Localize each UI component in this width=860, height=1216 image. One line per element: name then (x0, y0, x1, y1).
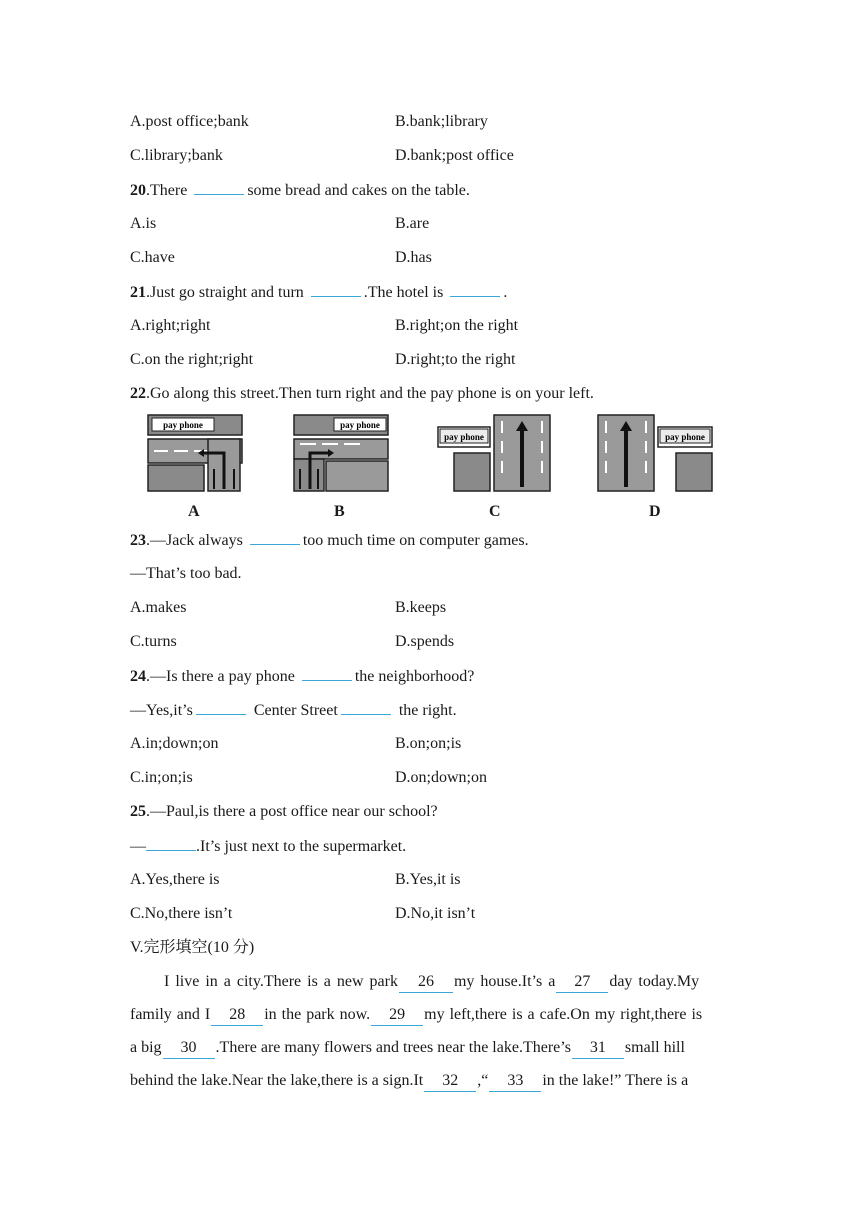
q20-row-ab (130, 214, 430, 234)
q19-option-c: C.library;bank (130, 147, 223, 164)
q21-row-cd (130, 350, 516, 370)
q25-option-a: A.Yes,there is (130, 871, 220, 888)
q21-text-mid: .The hotel is (363, 284, 444, 301)
pay-phone-sign-b: pay phone (340, 420, 380, 430)
cloze-line-1 (130, 972, 730, 993)
q23-stem (130, 530, 529, 551)
q20-blank[interactable] (194, 180, 244, 195)
q24-reply-pre: —Yes,it’s (130, 702, 193, 719)
q20-option-b: B.are (395, 215, 430, 232)
cloze-text: I live in a city.There is a new park (164, 973, 398, 990)
q24-option-c: C.in;on;is (130, 769, 193, 786)
q23-row-ab (130, 598, 447, 618)
q21-blank-1[interactable] (311, 282, 361, 297)
cloze-text: behind the lake.Near the lake,there is a sign.It (130, 1072, 424, 1089)
q21-blank-2[interactable] (450, 282, 500, 297)
q21-number: 21 (130, 284, 146, 301)
cloze-text: day today.My (609, 973, 700, 990)
q24-row-ab (130, 734, 462, 754)
cloze-line-3 (130, 1038, 730, 1059)
q23-text-pre: .—Jack always (146, 532, 243, 549)
map-label-b: B (334, 503, 345, 520)
q19-option-a: A.post office;bank (130, 113, 249, 130)
q23-text-post: too much time on computer games. (302, 532, 529, 549)
q24-option-b: B.on;on;is (395, 735, 462, 752)
q24-row-cd (130, 768, 487, 788)
q23-option-c: C.turns (130, 633, 177, 650)
q21-option-b: B.right;on the right (395, 317, 519, 334)
cloze-text: ,“ (477, 1072, 489, 1089)
q22-stem (130, 384, 594, 404)
q25-blank[interactable] (146, 836, 196, 851)
cloze-blank-29[interactable]: 29 (371, 1005, 423, 1026)
map-option-a[interactable] (146, 413, 244, 493)
q23-reply: —That’s too bad. (130, 565, 242, 582)
q20-option-c: C.have (130, 249, 175, 266)
cloze-blank-27[interactable]: 27 (556, 972, 608, 993)
q19-option-d: D.bank;post office (395, 147, 514, 164)
q24-blank-2[interactable] (196, 700, 246, 715)
q25-row-ab (130, 870, 461, 890)
q24-reply-mid: Center Street (253, 702, 338, 719)
q21-text-pre: .Just go straight and turn (146, 284, 304, 301)
cloze-text: in the lake!” There is a (542, 1072, 689, 1089)
cloze-text: small hill (624, 1039, 685, 1056)
q22-text: .Go along this street.Then turn right and the pay phone is on your left. (146, 385, 594, 402)
cloze-blank-26[interactable]: 26 (399, 972, 453, 993)
q24-stem (130, 666, 474, 687)
q24-text-post: the neighborhood? (354, 668, 475, 685)
map-option-c[interactable] (436, 413, 552, 493)
q25-option-c: C.No,there isn’t (130, 905, 233, 922)
q20-text-pre: .There (146, 182, 188, 199)
section-title: V.完形填空(10 分) (130, 939, 255, 956)
q25-row-cd (130, 904, 476, 924)
cloze-blank-28[interactable]: 28 (211, 1005, 263, 1026)
map-option-d[interactable] (596, 413, 714, 493)
cloze-text: my left,there is a cafe.On my right,there is (424, 1006, 703, 1023)
cloze-text: a big (130, 1039, 162, 1056)
cloze-text: .There are many flowers and trees near the lake.There’s (215, 1039, 571, 1056)
q20-row-cd (130, 248, 432, 268)
cloze-blank-31[interactable]: 31 (572, 1038, 624, 1059)
q22-number: 22 (130, 385, 146, 402)
q24-reply-post: the right. (398, 702, 457, 719)
q23-number: 23 (130, 532, 146, 549)
q25-stem (130, 802, 438, 822)
q24-blank-3[interactable] (341, 700, 391, 715)
cloze-blank-30[interactable]: 30 (163, 1038, 215, 1059)
q25-option-d: D.No,it isn’t (395, 905, 476, 922)
q23-row-cd (130, 632, 455, 652)
cloze-line-4 (130, 1071, 730, 1092)
cloze-text: in the park now. (264, 1006, 371, 1023)
q23-option-a: A.makes (130, 599, 187, 616)
q21-option-a: A.right;right (130, 317, 211, 334)
cloze-text: my house.It’s a (453, 973, 556, 990)
q21-row-ab (130, 316, 519, 336)
q23-option-b: B.keeps (395, 599, 447, 616)
q20-stem (130, 180, 470, 201)
map-label-c: C (489, 503, 501, 520)
cloze-blank-32[interactable]: 32 (424, 1071, 476, 1092)
map-label-a: A (188, 503, 200, 520)
q25-text: .—Paul,is there a post office near our school? (146, 803, 438, 820)
q21-stem (130, 282, 507, 303)
q23-blank[interactable] (250, 530, 300, 545)
q19-row-ab (130, 112, 488, 132)
cloze-blank-33[interactable]: 33 (489, 1071, 541, 1092)
q20-text-post: some bread and cakes on the table. (247, 182, 470, 199)
q24-option-a: A.in;down;on (130, 735, 219, 752)
q20-option-d: D.has (395, 249, 432, 266)
q25-reply-post: .It’s just next to the supermarket. (196, 838, 407, 855)
q25-reply (130, 836, 406, 857)
q24-number: 24 (130, 668, 146, 685)
map-option-b[interactable] (292, 413, 390, 493)
q24-option-d: D.on;down;on (395, 769, 487, 786)
q21-text-post: . (503, 284, 508, 301)
cloze-line-2 (130, 1005, 730, 1026)
q24-blank-1[interactable] (302, 666, 352, 681)
q24-text-pre: .—Is there a pay phone (146, 668, 295, 685)
q24-reply (130, 700, 457, 721)
pay-phone-sign-a: pay phone (163, 420, 203, 430)
pay-phone-sign-c: pay phone (444, 432, 484, 442)
q25-reply-pre: — (130, 838, 146, 855)
q25-number: 25 (130, 803, 146, 820)
q21-option-d: D.right;to the right (395, 351, 516, 368)
pay-phone-sign-d: pay phone (665, 432, 705, 442)
q25-option-b: B.Yes,it is (395, 871, 461, 888)
q19-row-cd (130, 146, 514, 166)
cloze-text: family and I (130, 1006, 211, 1023)
q21-option-c: C.on the right;right (130, 351, 254, 368)
q23-option-d: D.spends (395, 633, 455, 650)
q20-option-a: A.is (130, 215, 157, 232)
q19-option-b: B.bank;library (395, 113, 488, 130)
map-label-d: D (649, 503, 661, 520)
q20-number: 20 (130, 182, 146, 199)
